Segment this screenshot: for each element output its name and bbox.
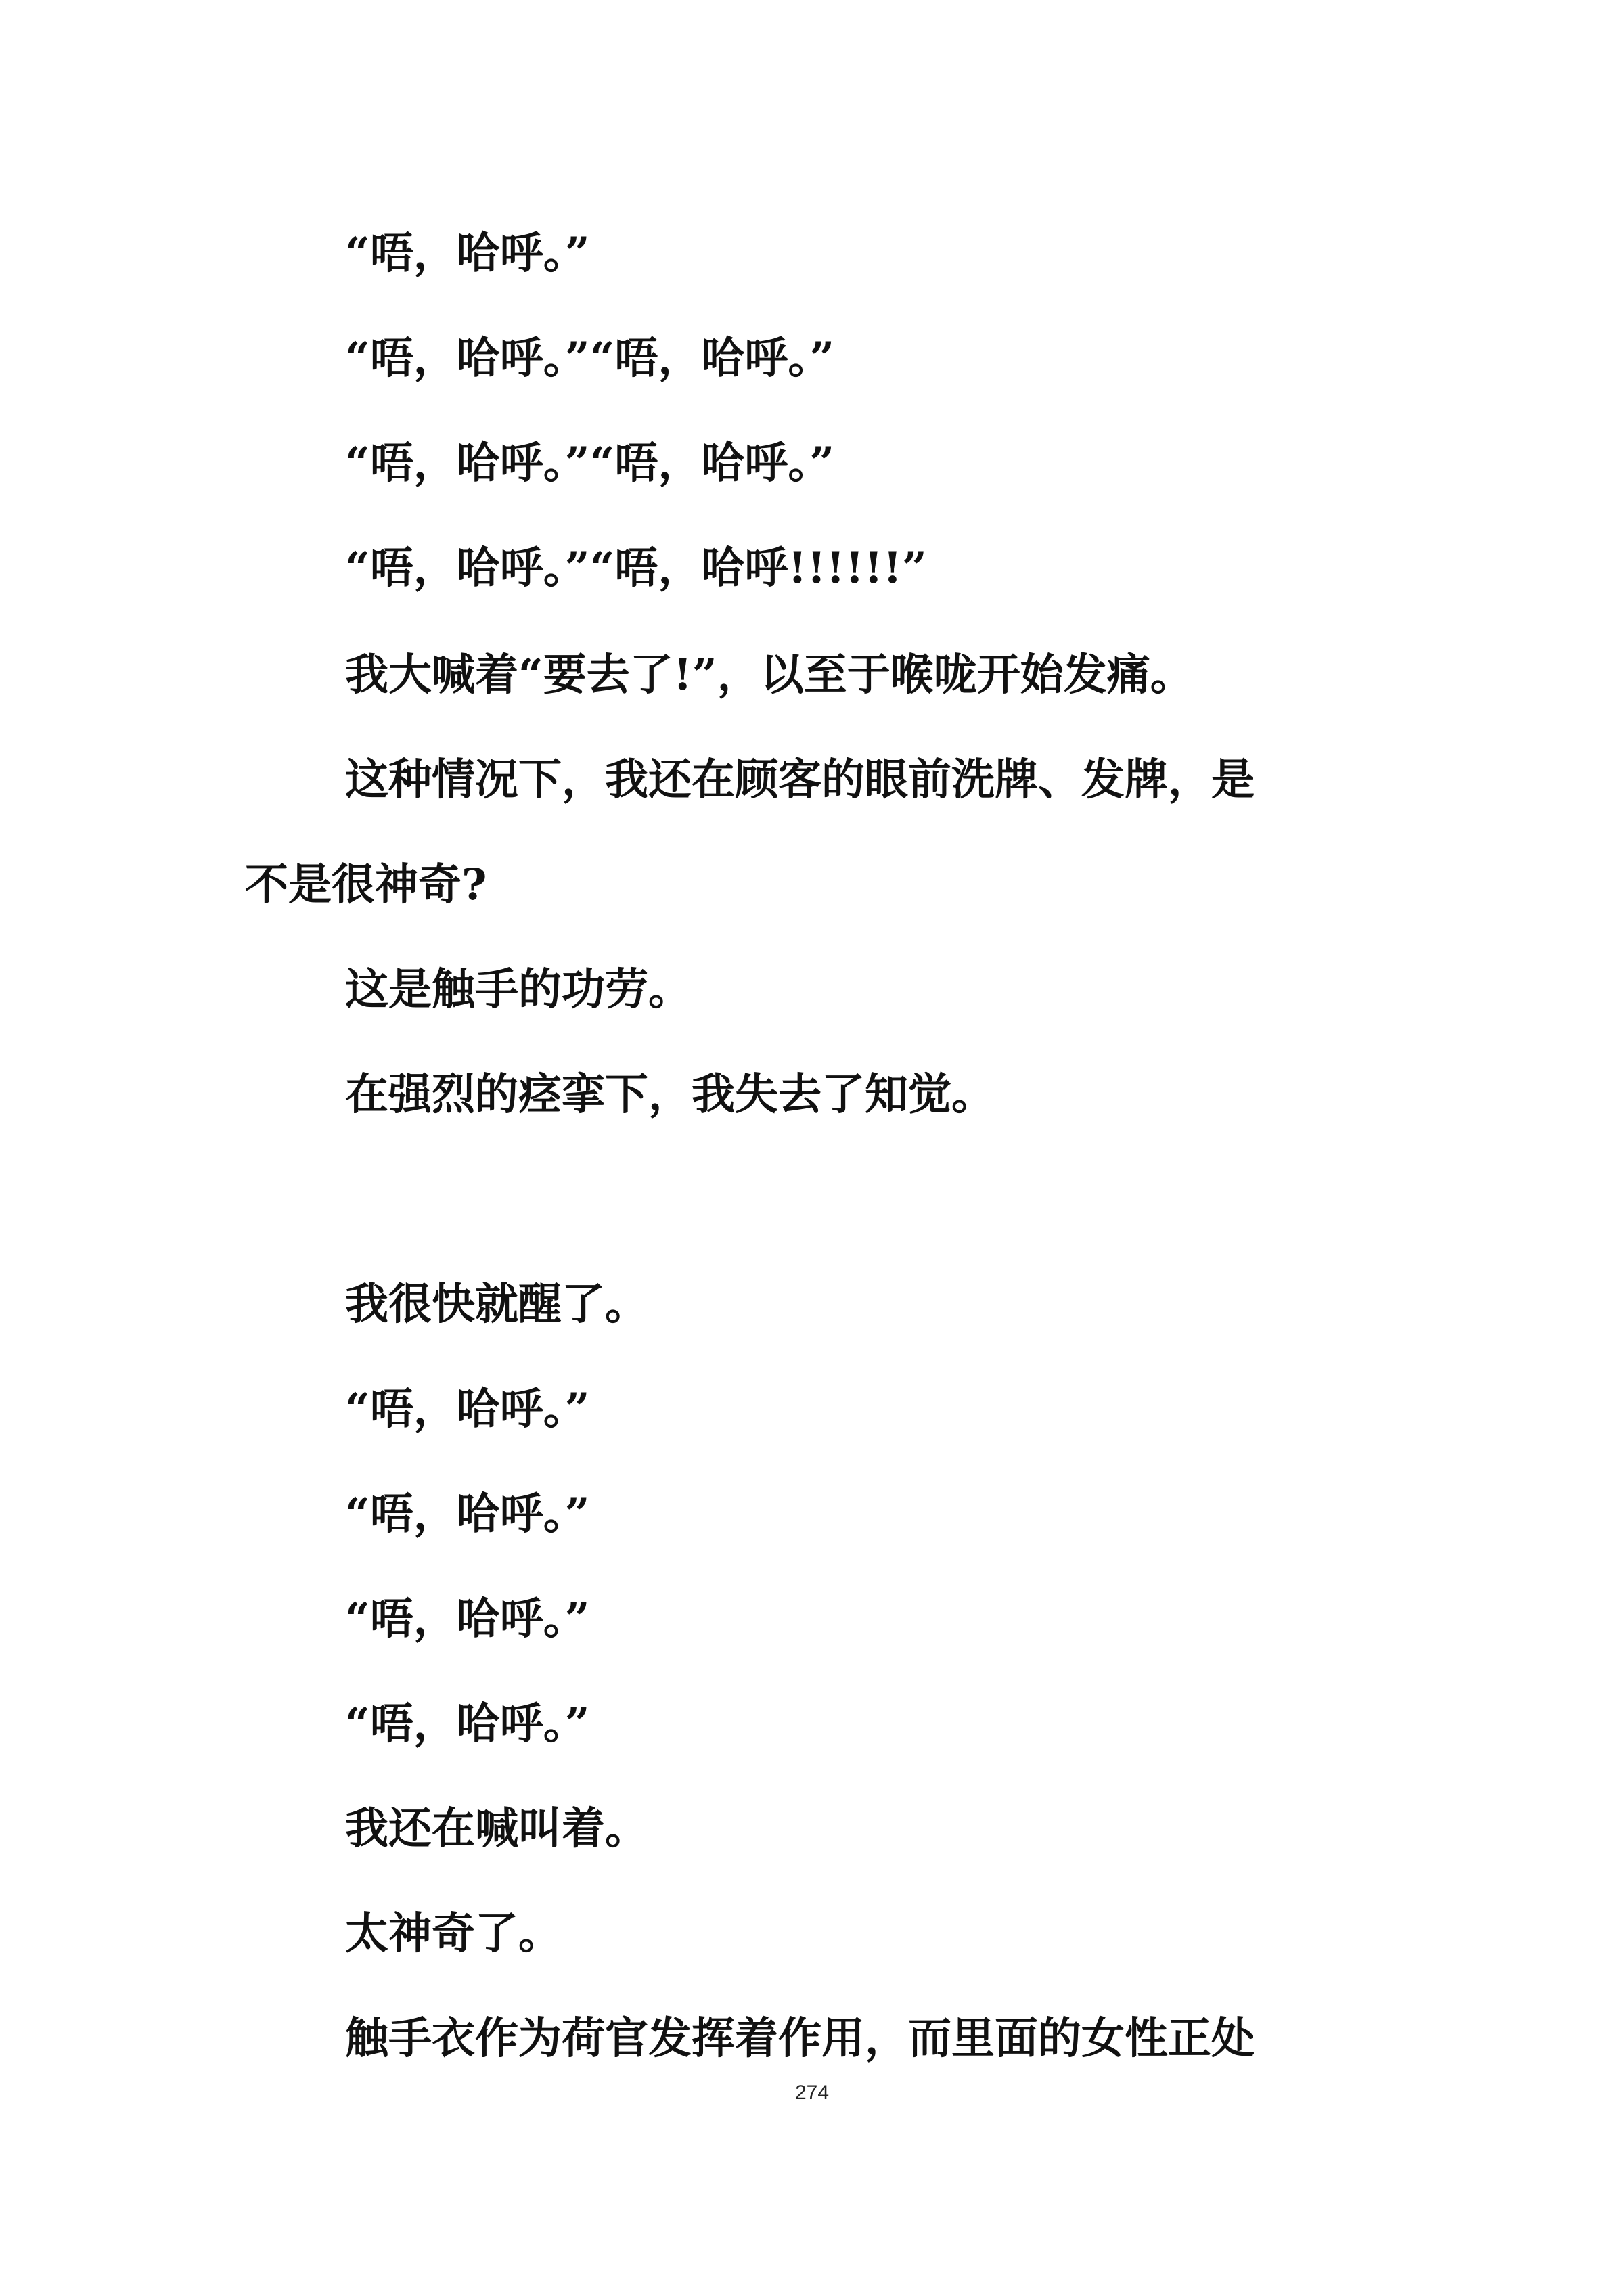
paragraph-line: 我还在喊叫着。: [345, 1803, 648, 1854]
text-line: “唔，哈呼。”: [345, 228, 590, 279]
paragraph-line: 太神奇了。: [345, 1908, 562, 1959]
text-line: “唔，哈呼。”: [345, 1594, 590, 1644]
text-line: “唔，哈呼。”: [345, 1698, 590, 1749]
text-line: “唔，哈呼。”: [345, 1384, 590, 1435]
paragraph-line: 我很快就醒了。: [345, 1279, 648, 1330]
paragraph-line: 这种情况下，我还在顾客的眼前洗牌、发牌，是: [345, 755, 1255, 805]
text-line: “唔，哈呼。”“唔，哈呼。”: [345, 438, 835, 489]
paragraph-line: 这是触手的功劳。: [345, 964, 692, 1015]
paragraph-line: 在强烈的痉挛下，我失去了知觉。: [345, 1069, 995, 1120]
text-line: “唔，哈呼。”: [345, 1489, 590, 1539]
paragraph-line: 不是很神奇?: [245, 859, 487, 910]
text-line: “唔，哈呼。”“唔，哈呼!!!!!!”: [345, 543, 927, 593]
paragraph-line: 我大喊着“要去了!”，以至于喉咙开始发痛。: [345, 650, 1194, 700]
paragraph-line: 触手衣作为荷官发挥着作用，而里面的女性正处: [345, 2013, 1255, 2064]
text-line: “唔，哈呼。”“唔，哈呼。”: [345, 333, 835, 384]
page-number: 274: [794, 2081, 830, 2104]
